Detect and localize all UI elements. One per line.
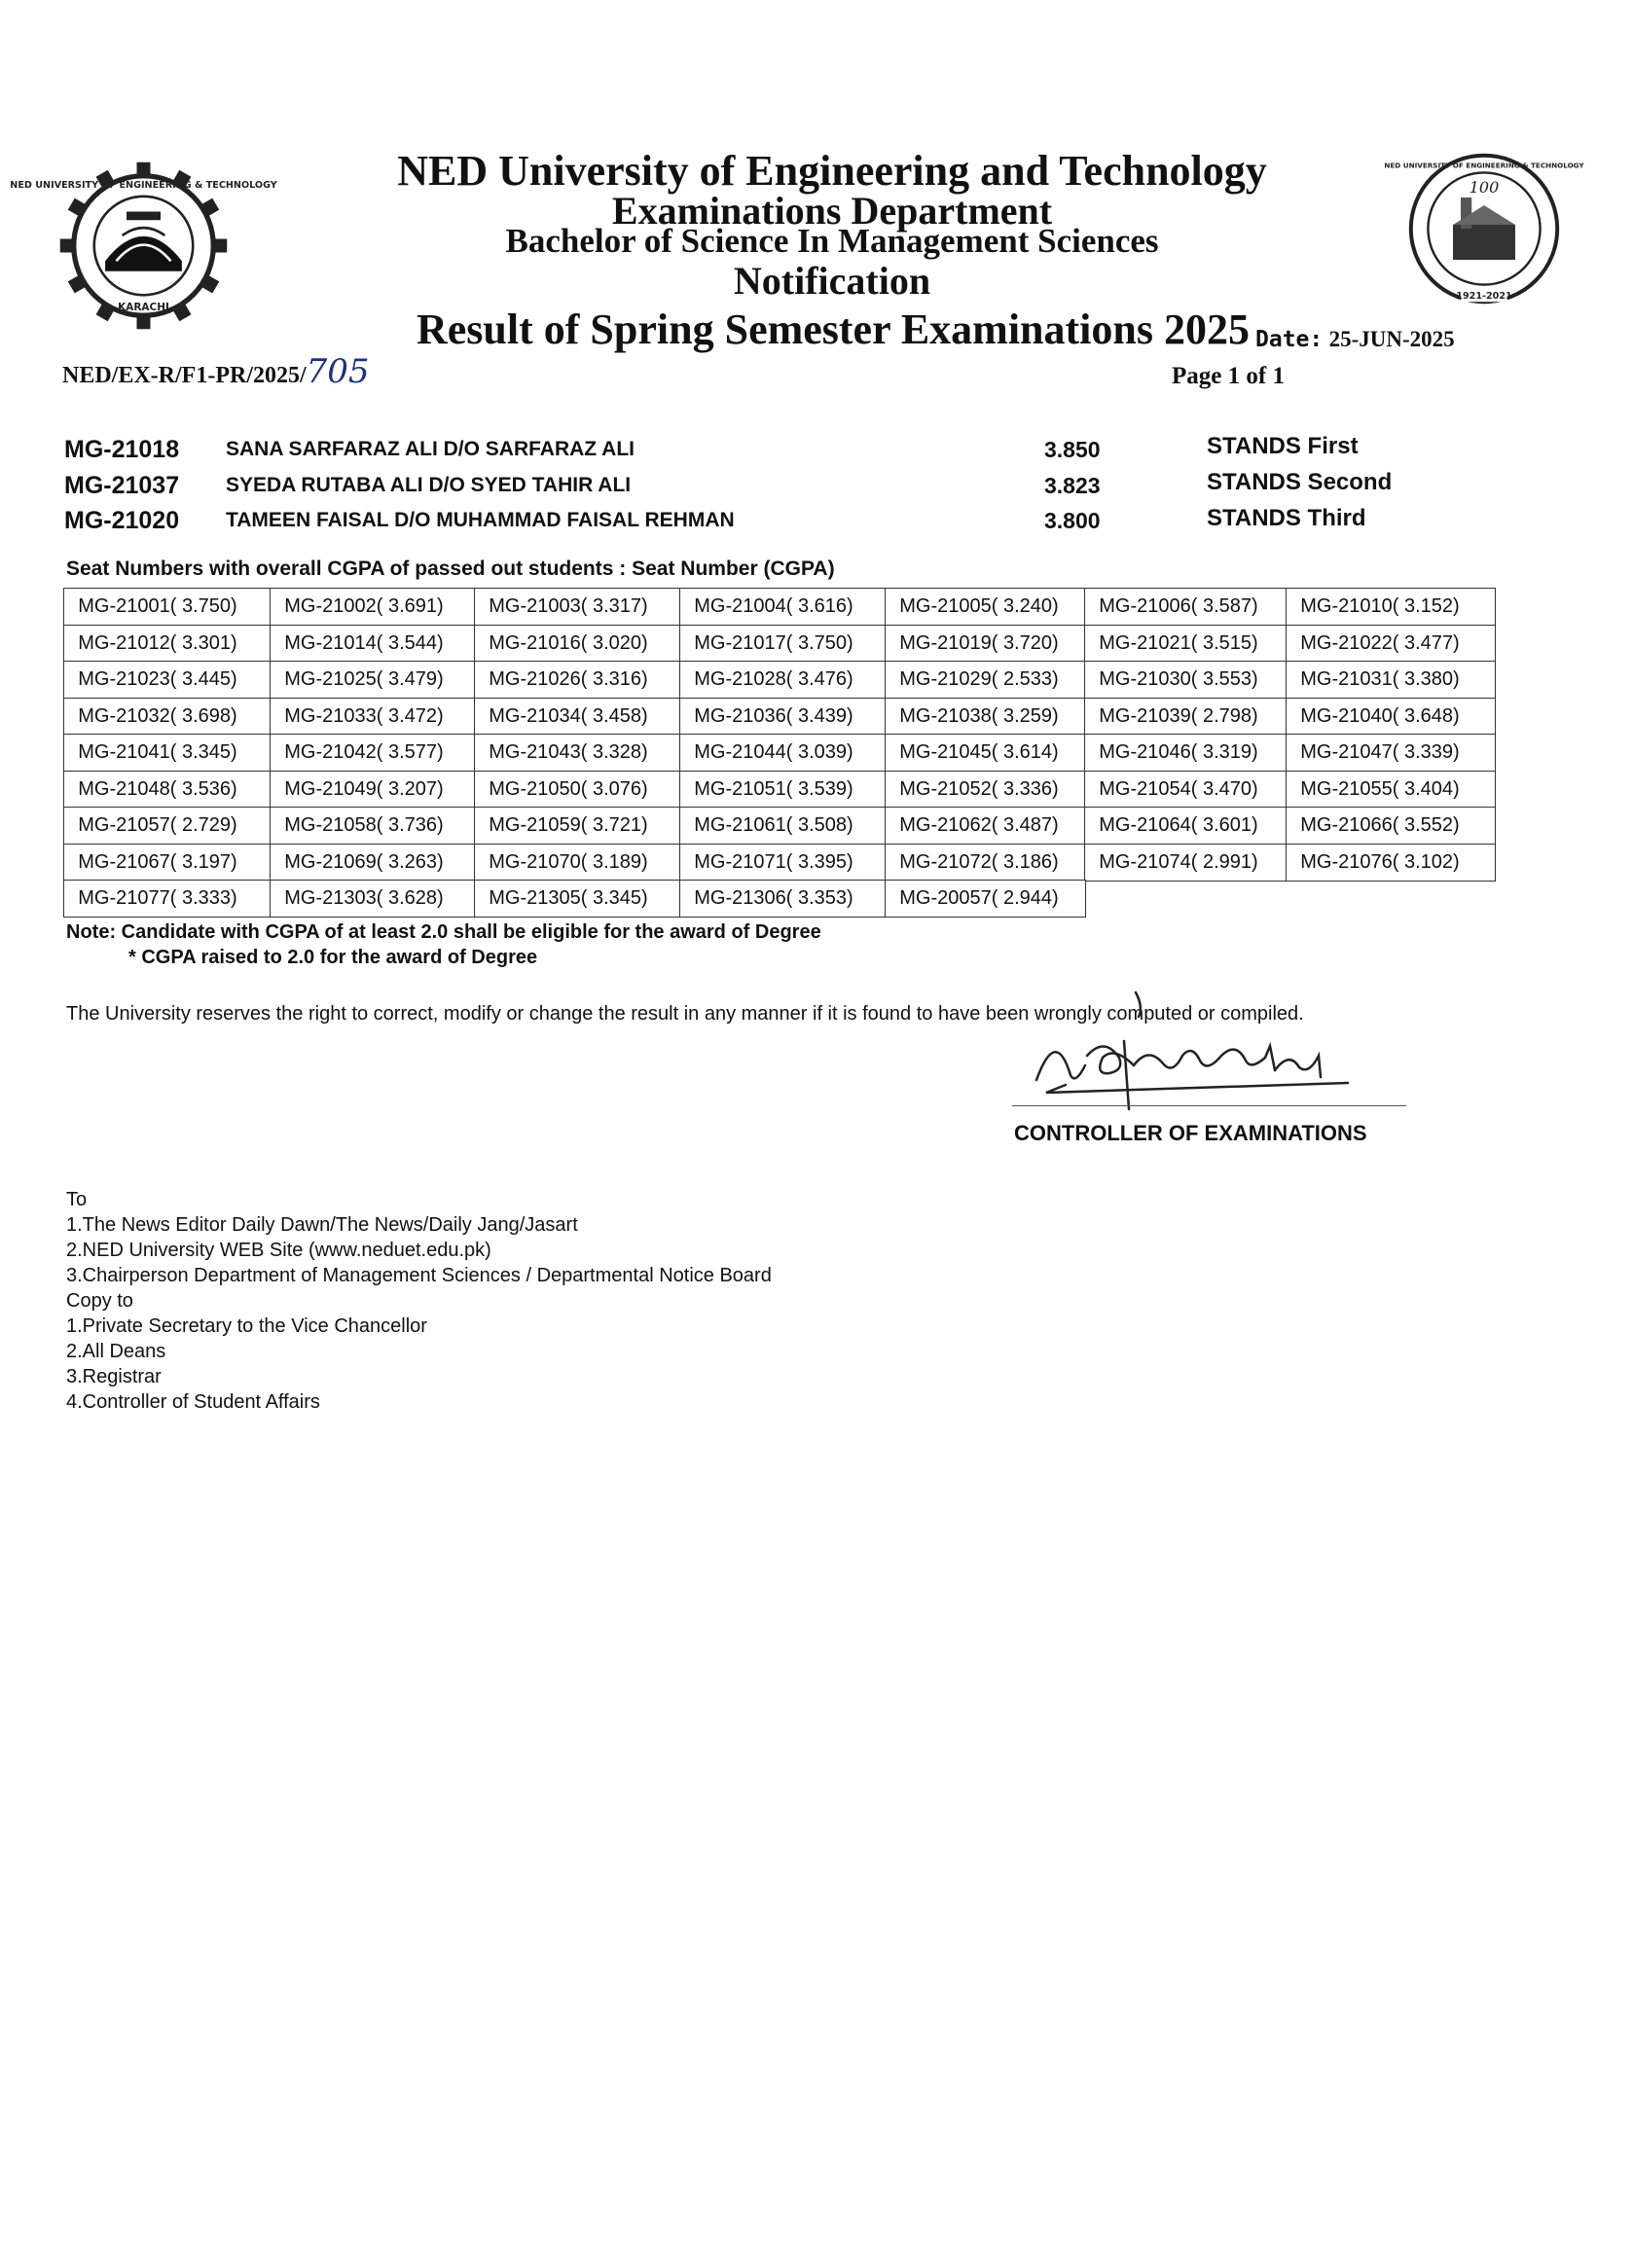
reservation-clause: The University reserves the right to correct, modify or change the result in any manner if it is found to have been wrongly computed or compiled. bbox=[66, 1003, 1304, 1025]
topper-position: STANDS Third bbox=[1207, 505, 1366, 531]
topper-name: SANA SARFARAZ ALI D/O SARFARAZ ALI bbox=[226, 438, 635, 460]
logo-right-years: 1921-2021 bbox=[1456, 291, 1512, 302]
cgpa-cell: MG-21005( 3.240) bbox=[885, 588, 1086, 626]
cgpa-cell: MG-21305( 3.345) bbox=[474, 880, 681, 918]
cgpa-cell: MG-21016( 3.020) bbox=[474, 625, 681, 663]
cgpa-cell: MG-21036( 3.439) bbox=[679, 698, 887, 736]
cgpa-cell: MG-21006( 3.587) bbox=[1084, 588, 1288, 626]
university-name: NED University of Engineering and Technology bbox=[397, 147, 1267, 195]
cgpa-cell: MG-21032( 3.698) bbox=[63, 698, 272, 736]
cgpa-raised-note: * CGPA raised to 2.0 for the award of Degree bbox=[128, 947, 538, 968]
cgpa-cell: MG-21049( 3.207) bbox=[270, 771, 476, 809]
cgpa-cell: MG-21001( 3.750) bbox=[63, 588, 272, 626]
cgpa-cell: MG-21072( 3.186) bbox=[885, 844, 1086, 882]
cgpa-cell: MG-21070( 3.189) bbox=[474, 844, 681, 882]
cgpa-cell: MG-21071( 3.395) bbox=[679, 844, 887, 882]
topper-name: TAMEEN FAISAL D/O MUHAMMAD FAISAL REHMAN bbox=[226, 509, 735, 531]
distribution-line: To bbox=[66, 1189, 88, 1210]
result-title: Result of Spring Semester Examinations 2025 bbox=[417, 306, 1250, 353]
cgpa-cell: MG-21038( 3.259) bbox=[885, 698, 1086, 736]
cgpa-cell: MG-21074( 2.991) bbox=[1084, 844, 1288, 882]
cgpa-cell: MG-21026( 3.316) bbox=[474, 661, 681, 699]
cgpa-cell: MG-21045( 3.614) bbox=[885, 734, 1086, 772]
cgpa-cell: MG-21041( 3.345) bbox=[63, 734, 272, 772]
cgpa-cell: MG-21061( 3.508) bbox=[679, 807, 887, 845]
cgpa-cell: MG-21039( 2.798) bbox=[1084, 698, 1288, 736]
reference-handwritten: 705 bbox=[306, 352, 370, 391]
cgpa-cell: MG-21054( 3.470) bbox=[1084, 771, 1288, 809]
cgpa-cell: MG-21031( 3.380) bbox=[1286, 661, 1496, 699]
department-name: Examinations Department bbox=[611, 189, 1053, 233]
cgpa-cell: MG-21048( 3.536) bbox=[63, 771, 272, 809]
cgpa-cell: MG-21044( 3.039) bbox=[679, 734, 887, 772]
topper-cgpa: 3.800 bbox=[1044, 508, 1101, 533]
cgpa-cell: MG-21047( 3.339) bbox=[1286, 734, 1496, 772]
cgpa-cell: MG-21029( 2.533) bbox=[885, 661, 1086, 699]
cgpa-cell: MG-21002( 3.691) bbox=[270, 588, 476, 626]
program-name: Bachelor of Science In Management Sciences bbox=[505, 222, 1159, 260]
logo-left-ring-text: NED UNIVERSITY OF ENGINEERING & TECHNOLOGY bbox=[10, 180, 277, 191]
cgpa-cell: MG-21058( 3.736) bbox=[270, 807, 476, 845]
cgpa-cell: MG-21050( 3.076) bbox=[474, 771, 681, 809]
date-label: Date: bbox=[1255, 327, 1324, 352]
date-value: 25-JUN-2025 bbox=[1328, 327, 1455, 351]
cgpa-cell: MG-21067( 3.197) bbox=[63, 844, 272, 882]
distribution-line: 2.NED University WEB Site (www.neduet.edu.pk) bbox=[66, 1240, 491, 1261]
page-info: Page 1 of 1 bbox=[1172, 363, 1285, 389]
distribution-line: 3.Chairperson Department of Management Sciences / Departmental Notice Board bbox=[66, 1265, 772, 1286]
cgpa-cell: MG-21076( 3.102) bbox=[1286, 844, 1496, 882]
cgpa-cell: MG-21010( 3.152) bbox=[1286, 588, 1496, 626]
cgpa-cell: MG-21051( 3.539) bbox=[679, 771, 887, 809]
signatory-title: CONTROLLER OF EXAMINATIONS bbox=[1014, 1121, 1367, 1145]
cgpa-cell: MG-21004( 3.616) bbox=[679, 588, 887, 626]
cgpa-cell: MG-21042( 3.577) bbox=[270, 734, 476, 772]
cgpa-cell: MG-21306( 3.353) bbox=[679, 880, 887, 918]
cgpa-cell: MG-21022( 3.477) bbox=[1286, 625, 1496, 663]
cgpa-cell: MG-21028( 3.476) bbox=[679, 661, 887, 699]
cgpa-cell: MG-21057( 2.729) bbox=[63, 807, 272, 845]
notice-date bbox=[1255, 326, 1455, 352]
logo-right-centenary: 100 bbox=[1469, 178, 1500, 198]
topper-name: SYEDA RUTABA ALI D/O SYED TAHIR ALI bbox=[226, 474, 632, 496]
cgpa-cell: MG-21040( 3.648) bbox=[1286, 698, 1496, 736]
cgpa-cell: MG-21059( 3.721) bbox=[474, 807, 681, 845]
cgpa-cell: MG-21046( 3.319) bbox=[1084, 734, 1288, 772]
notice-type: Notification bbox=[733, 259, 931, 303]
cgpa-cell: MG-21033( 3.472) bbox=[270, 698, 476, 736]
topper-cgpa: 3.850 bbox=[1044, 437, 1101, 462]
cgpa-cell: MG-21021( 3.515) bbox=[1084, 625, 1288, 663]
cgpa-table bbox=[64, 589, 1495, 918]
eligibility-note: Note: Candidate with CGPA of at least 2.0 shall be eligible for the award of Degree bbox=[66, 921, 821, 943]
cgpa-cell: MG-21014( 3.544) bbox=[270, 625, 476, 663]
cgpa-cell: MG-20057( 2.944) bbox=[885, 880, 1086, 918]
reference-prefix: NED/EX-R/F1-PR/2025/ bbox=[62, 363, 307, 388]
distribution-line: 4.Controller of Student Affairs bbox=[66, 1391, 320, 1413]
cgpa-cell: MG-21034( 3.458) bbox=[474, 698, 681, 736]
cgpa-cell: MG-21069( 3.263) bbox=[270, 844, 476, 882]
topper-seat: MG-21020 bbox=[64, 507, 180, 534]
distribution-line: Copy to bbox=[66, 1290, 133, 1312]
cgpa-cell: MG-21017( 3.750) bbox=[679, 625, 887, 663]
cgpa-cell: MG-21025( 3.479) bbox=[270, 661, 476, 699]
seat-list-heading: Seat Numbers with overall CGPA of passed out students : Seat Number (CGPA) bbox=[66, 558, 835, 580]
topper-position: STANDS First bbox=[1207, 433, 1359, 459]
cgpa-cell: MG-21012( 3.301) bbox=[63, 625, 272, 663]
cgpa-cell: MG-21066( 3.552) bbox=[1286, 807, 1496, 845]
cgpa-cell: MG-21062( 3.487) bbox=[885, 807, 1086, 845]
distribution-list bbox=[66, 1187, 772, 1415]
topper-cgpa: 3.823 bbox=[1044, 473, 1101, 498]
cgpa-cell: MG-21003( 3.317) bbox=[474, 588, 681, 626]
reference-number bbox=[62, 352, 370, 391]
cgpa-cell: MG-21030( 3.553) bbox=[1084, 661, 1288, 699]
distribution-line: 2.All Deans bbox=[66, 1341, 166, 1362]
cgpa-cell: MG-21303( 3.628) bbox=[270, 880, 476, 918]
cgpa-cell: MG-21023( 3.445) bbox=[63, 661, 272, 699]
logo-right-ring-text: NED UNIVERSITY OF ENGINEERING & TECHNOLOGY bbox=[1384, 161, 1584, 170]
topper-position: STANDS Second bbox=[1207, 469, 1393, 495]
distribution-line: 1.Private Secretary to the Vice Chancellor bbox=[66, 1315, 427, 1337]
cgpa-cell: MG-21052( 3.336) bbox=[885, 771, 1086, 809]
cgpa-cell: MG-21077( 3.333) bbox=[63, 880, 272, 918]
topper-seat: MG-21018 bbox=[64, 436, 180, 463]
cgpa-cell: MG-21043( 3.328) bbox=[474, 734, 681, 772]
distribution-line: 1.The News Editor Daily Dawn/The News/Daily Jang/Jasart bbox=[66, 1214, 578, 1236]
cgpa-cell: MG-21055( 3.404) bbox=[1286, 771, 1496, 809]
cgpa-cell: MG-21064( 3.601) bbox=[1084, 807, 1288, 845]
distribution-line: 3.Registrar bbox=[66, 1366, 162, 1387]
cgpa-cell: MG-21019( 3.720) bbox=[885, 625, 1086, 663]
controller-signature bbox=[1027, 988, 1377, 1114]
topper-seat: MG-21037 bbox=[64, 472, 180, 499]
logo-left-city: KARACHI bbox=[118, 302, 169, 313]
signature-line bbox=[1012, 1105, 1406, 1106]
